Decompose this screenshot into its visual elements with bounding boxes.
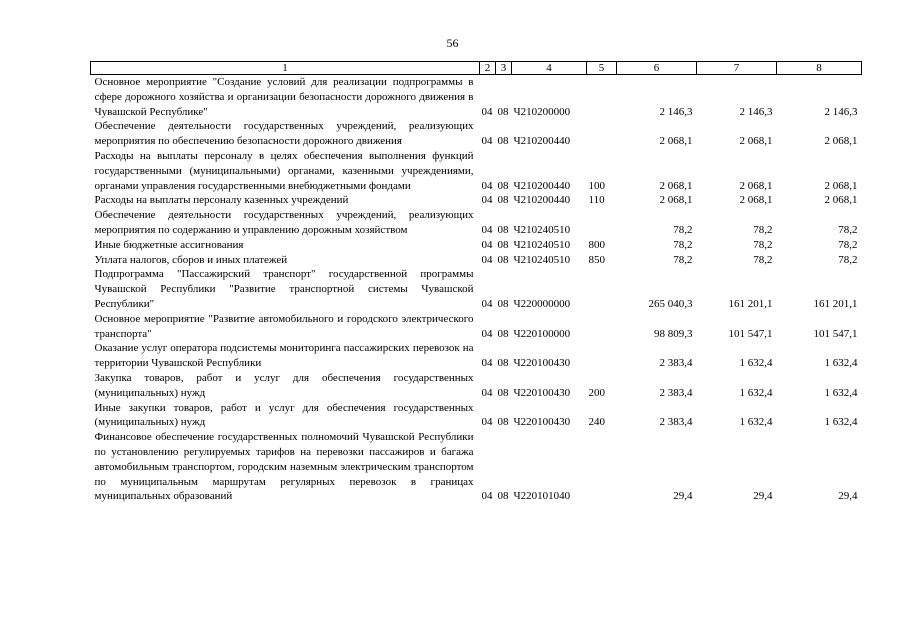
row-amount-year2: 29,4: [753, 490, 773, 503]
row-amount-year1: 2 383,4: [659, 386, 693, 399]
row-subsection: 08: [497, 386, 509, 399]
table-row: [91, 341, 862, 371]
header-col-2: 2: [480, 62, 496, 75]
row-amount-year1: 2 146,3: [659, 105, 693, 118]
row-amount-year2: 2 068,1: [739, 135, 773, 148]
row-name: Закупка товаров, работ и услуг для обеспечения государственных (муниципальных) нужд: [94, 371, 474, 399]
row-amount-year1: 78,2: [673, 223, 693, 236]
row-expense-type: 100: [588, 179, 605, 192]
row-target-article: Ч210240510: [513, 253, 571, 266]
row-name: Иные бюджетные ассигнования: [94, 238, 244, 251]
row-expense-type: 240: [588, 416, 605, 429]
row-amount-year1: 265 040,3: [648, 297, 693, 310]
row-expense-type: [587, 430, 617, 504]
row-section: 04: [481, 490, 493, 503]
row-amount-year1: 2 068,1: [659, 135, 693, 148]
row-amount-year3: 1 632,4: [824, 416, 858, 429]
row-name: Основное мероприятие "Создание условий для реализации подпрограммы в сфере дорожного хозяйства и организации безопасности дорожного движения в Чувашской Республике": [94, 76, 474, 118]
row-subsection: 08: [497, 105, 509, 118]
row-amount-year3: 101 547,1: [813, 327, 858, 340]
row-amount-year1: 2 383,4: [659, 357, 693, 370]
row-target-article: Ч220100430: [513, 357, 571, 370]
row-expense-type: [587, 341, 617, 371]
header-row: [91, 62, 862, 75]
table-row: [91, 430, 862, 504]
row-amount-year2: 2 068,1: [739, 179, 773, 192]
row-amount-year1: 2 383,4: [659, 416, 693, 429]
row-name: Обеспечение деятельности государственных учреждений, реализующих мероприятия по содержанию и управлению дорожным хозяйством: [94, 209, 474, 236]
row-amount-year2: 78,2: [753, 253, 773, 266]
row-expense-type: 800: [588, 238, 605, 251]
row-section: 04: [481, 416, 493, 429]
row-amount-year3: 78,2: [838, 223, 858, 236]
row-name: Расходы на выплаты персоналу в целях обеспечения выполнения функций государственными (муниципальными) органами, казенными учреждениями, органами управления государственными внебюджетными фондами: [94, 149, 474, 192]
header-col-8: 8: [777, 62, 862, 75]
row-section: 04: [481, 179, 493, 192]
table-row: [91, 238, 862, 253]
table-row: [91, 75, 862, 120]
row-target-article: Ч220100430: [513, 416, 571, 429]
table-row: [91, 208, 862, 238]
row-expense-type: 110: [588, 194, 605, 207]
table-body: [91, 75, 862, 505]
header-col-3: 3: [496, 62, 512, 75]
row-section: 04: [481, 223, 493, 236]
row-expense-type: [587, 75, 617, 120]
row-subsection: 08: [497, 223, 509, 236]
row-amount-year3: 1 632,4: [824, 357, 858, 370]
row-section: 04: [481, 238, 493, 251]
row-amount-year2: 161 201,1: [728, 297, 773, 310]
row-amount-year3: 1 632,4: [824, 386, 858, 399]
row-amount-year2: 78,2: [753, 223, 773, 236]
row-section: 04: [481, 357, 493, 370]
row-target-article: Ч210200000: [513, 105, 571, 118]
row-section: 04: [481, 253, 493, 266]
row-section: 04: [481, 135, 493, 148]
table-row: [91, 267, 862, 311]
row-expense-type: 850: [588, 253, 605, 266]
row-target-article: Ч210200440: [513, 135, 571, 148]
page-number: 56: [446, 36, 459, 50]
row-target-article: Ч220101040: [513, 490, 571, 503]
row-name: Финансовое обеспечение государственных полномочий Чувашской Республики по установлению регулируемых тарифов на перевозки пассажиров и багажа автомобильным транспортом, городским наземным электрическим транспортом по муниципальным маршрутам регулярных перевозок в границах муниципальных образований: [94, 431, 474, 503]
row-amount-year2: 101 547,1: [728, 327, 773, 340]
table-row: [91, 253, 862, 268]
row-name: Уплата налогов, сборов и иных платежей: [94, 253, 288, 266]
header-col-7: 7: [697, 62, 777, 75]
row-name: Обеспечение деятельности государственных учреждений, реализующих мероприятия по обеспечению безопасности дорожного движения: [94, 120, 474, 148]
row-amount-year3: 2 146,3: [824, 105, 858, 118]
row-subsection: 08: [497, 297, 509, 310]
row-amount-year2: 2 068,1: [739, 194, 773, 207]
row-amount-year3: 78,2: [838, 238, 858, 251]
row-amount-year3: 78,2: [838, 253, 858, 266]
row-subsection: 08: [497, 135, 509, 148]
table-row: [91, 312, 862, 342]
row-target-article: Ч210240510: [513, 223, 571, 236]
row-expense-type: [587, 119, 617, 149]
row-amount-year3: 2 068,1: [824, 194, 858, 207]
row-name: Подпрограмма "Пассажирский транспорт" государственной программы Чувашской Республики "Развитие транспортной системы Чувашской Республики": [94, 268, 474, 310]
row-amount-year1: 2 068,1: [659, 194, 693, 207]
table-row: [91, 149, 862, 193]
row-subsection: 08: [497, 194, 509, 207]
header-col-4: 4: [512, 62, 587, 75]
row-section: 04: [481, 194, 493, 207]
row-amount-year2: 1 632,4: [739, 386, 773, 399]
row-expense-type: [587, 267, 617, 311]
row-subsection: 08: [497, 416, 509, 429]
row-expense-type: [587, 208, 617, 238]
row-amount-year1: 78,2: [673, 253, 693, 266]
row-name: Расходы на выплаты персоналу казенных учреждений: [94, 194, 349, 207]
header-col-1: 1: [91, 62, 480, 75]
header-col-6: 6: [617, 62, 697, 75]
row-section: 04: [481, 105, 493, 118]
row-subsection: 08: [497, 179, 509, 192]
row-amount-year3: 2 068,1: [824, 179, 858, 192]
row-target-article: Ч210200440: [513, 179, 571, 192]
row-amount-year3: 161 201,1: [813, 297, 858, 310]
row-subsection: 08: [497, 357, 509, 370]
header-col-5: 5: [587, 62, 617, 75]
row-subsection: 08: [497, 327, 509, 340]
row-name: Основное мероприятие "Развитие автомобильного и городского электрического транспорта": [94, 312, 474, 340]
row-target-article: Ч220000000: [513, 297, 571, 310]
row-section: 04: [481, 327, 493, 340]
row-amount-year3: 2 068,1: [824, 135, 858, 148]
row-name: Иные закупки товаров, работ и услуг для обеспечения государственных (муниципальных) нужд: [94, 401, 474, 429]
row-subsection: 08: [497, 253, 509, 266]
row-amount-year2: 1 632,4: [739, 357, 773, 370]
row-subsection: 08: [497, 490, 509, 503]
row-section: 04: [481, 297, 493, 310]
row-amount-year1: 29,4: [673, 490, 693, 503]
budget-table: [90, 61, 862, 504]
table-row: [91, 193, 862, 208]
table-row: [91, 119, 862, 149]
table-row: [91, 371, 862, 401]
row-name: Оказание услуг оператора подсистемы мониторинга пассажирских перевозок на территории Чувашской Республики: [94, 342, 474, 370]
row-subsection: 08: [497, 238, 509, 251]
row-section: 04: [481, 386, 493, 399]
row-target-article: Ч220100430: [513, 386, 571, 399]
row-target-article: Ч210240510: [513, 238, 571, 251]
row-amount-year2: 78,2: [753, 238, 773, 251]
row-target-article: Ч220100000: [513, 327, 571, 340]
row-amount-year1: 2 068,1: [659, 179, 693, 192]
table-row: [91, 401, 862, 431]
row-amount-year2: 1 632,4: [739, 416, 773, 429]
row-amount-year2: 2 146,3: [739, 105, 773, 118]
row-target-article: Ч210200440: [513, 194, 571, 207]
row-amount-year3: 29,4: [838, 490, 858, 503]
row-expense-type: 200: [588, 386, 605, 399]
row-amount-year1: 78,2: [673, 238, 693, 251]
row-expense-type: [587, 312, 617, 342]
row-amount-year1: 98 809,3: [654, 327, 693, 340]
